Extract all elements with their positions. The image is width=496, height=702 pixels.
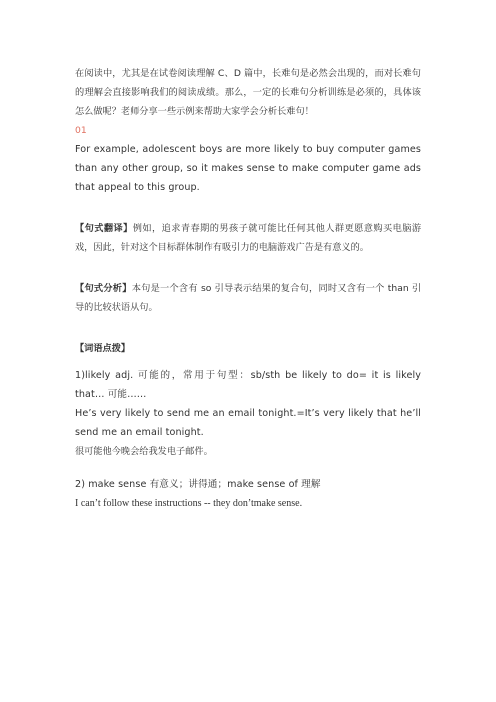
example-sentence: For example, adolescent boys are more likely to buy computer games than any other group, so it makes sense to make computer game ads that appeal to this group.: [75, 144, 421, 193]
translation-label: 【句式翻译】: [75, 223, 133, 234]
vocab-label: 【词语点拨】: [75, 343, 131, 354]
analysis-label: 【句式分析】: [75, 283, 132, 294]
vocab-2-example: I can’t follow these instructions -- they don’tmake sense.: [75, 498, 303, 509]
translation-paragraph: [75, 219, 421, 257]
intro-paragraph: 在阅读中，尤其是在试卷阅读理解 C、D 篇中，长难句是必然会出现的，而对长难句的理解会直接影响我们的阅读成绩。那么，一定的长难句分析训练是必须的，具体该怎么做呢？老师分享一些示例来帮助大家学会分析长难句！: [75, 68, 421, 117]
document-content: [75, 64, 421, 513]
vocab-1-definition: 1)likely adj. 可能的，常用于句型：sb/sth be likely to do= it is likely that… 可能……: [75, 370, 421, 400]
translation-text: 例如，追求青春期的男孩子就可能比任何其他人群更愿意购买电脑游戏，因此，针对这个目标群体制作有吸引力的电脑游戏广告是有意义的。: [75, 223, 422, 253]
sentence-number: 01: [75, 125, 87, 136]
analysis-text: 本句是一个含有 so 引导表示结果的复合句，同时又含有一个 than 引导的比较状语从句。: [75, 283, 422, 313]
vocab-2-definition: 2) make sense 有意义；讲得通；make sense of 理解: [75, 479, 321, 490]
vocab-1-example: He’s very likely to send me an email tonight.=It’s very likely that he’ll send me an email tonight.: [75, 408, 421, 438]
analysis-paragraph: [75, 279, 421, 317]
vocab-1-translation: 很可能他今晚会给我发电子邮件。: [75, 446, 213, 457]
